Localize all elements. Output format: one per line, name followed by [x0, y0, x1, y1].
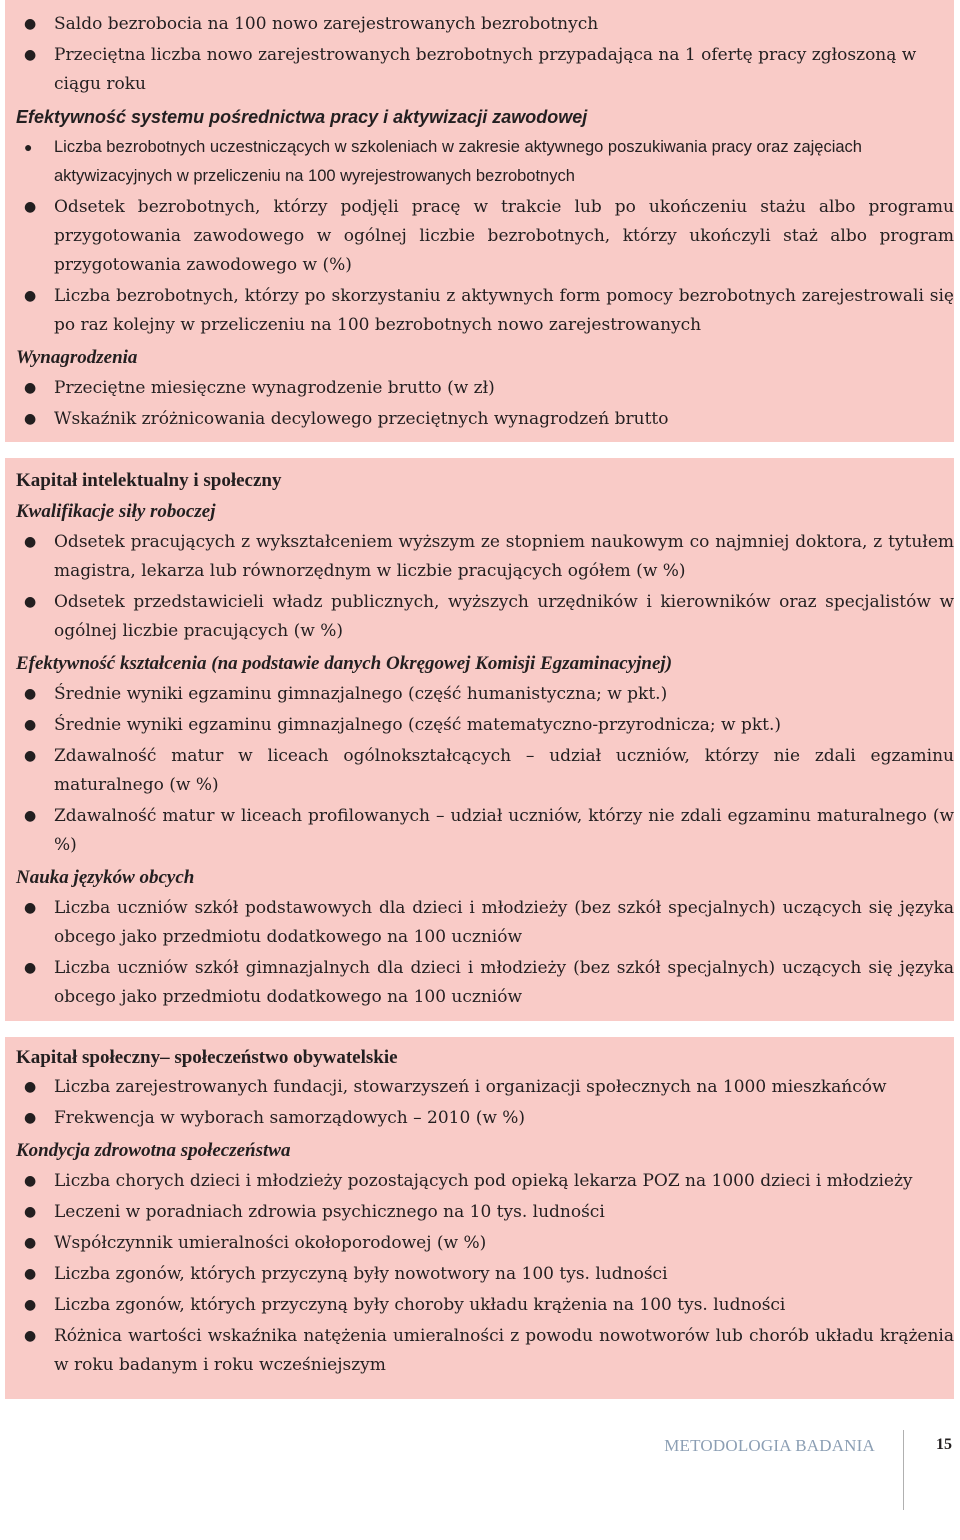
- list-item: ● Odsetek pracujących z wykształceniem wyższym ze stopniem naukowym co najmniej doktora, z tytułem magistra, lekarza lub równorzędnym w liczbie pracujących ogółem (w %): [16, 528, 954, 586]
- bullet-icon: ●: [24, 1297, 37, 1313]
- bullet-icon: ●: [24, 380, 37, 396]
- page-number: 15: [936, 1436, 952, 1453]
- list-item: ● Przeciętne miesięczne wynagrodzenie brutto (w zł): [16, 374, 954, 403]
- list-item: ● Średnie wyniki egzaminu gimnazjalnego (część humanistyczna; w pkt.): [16, 680, 954, 709]
- list-item: ● Odsetek przedstawicieli władz publicznych, wyższych urzędników i kierowników oraz specjalistów w ogólnej liczbie pracujących (w %): [16, 588, 954, 646]
- list-item: ● Liczba zgonów, których przyczyną były nowotwory na 100 tys. ludności: [16, 1260, 954, 1289]
- labor-market-indicators-box: [5, 0, 954, 442]
- bullet-icon: ●: [24, 1328, 37, 1344]
- list-item: ● Zdawalność matur w liceach ogólnokształcących – udział uczniów, którzy nie zdali egzaminu maturalnego (w %): [16, 742, 954, 800]
- bullet-icon: ●: [24, 16, 37, 32]
- bullet-icon: ●: [24, 199, 37, 215]
- list-item: ● Przeciętna liczba nowo zarejestrowanych bezrobotnych przypadająca na 1 ofertę pracy zgłoszoną w ciągu roku: [16, 41, 954, 99]
- footer-divider: [903, 1430, 904, 1510]
- bullet-icon: ●: [24, 139, 33, 155]
- list-item: ● Różnica wartości wskaźnika natężenia umieralności z powodu nowotworów lub chorób układu krążenia w roku badanym i roku wcześniejszym: [16, 1322, 954, 1380]
- subsection-title: Nauka języków obcych: [16, 867, 195, 888]
- bullet-icon: ●: [24, 808, 37, 824]
- bullet-icon: ●: [24, 686, 37, 702]
- list-item: ● Liczba bezrobotnych, którzy po skorzystaniu z aktywnych form pomocy bezrobotnych zarejestrowali się po raz kolejny w przeliczeniu na 100 bezrobotnych nowo zarejestrowanych: [16, 282, 954, 340]
- list-item: ● Zdawalność matur w liceach profilowanych – udział uczniów, którzy nie zdali egzaminu maturalnego (w %): [16, 802, 954, 860]
- list-item: ● Odsetek bezrobotnych, którzy podjęli pracę w trakcie lub po ukończeniu stażu albo programu przygotowania zawodowego w ogólnej liczbie bezrobotnych, którzy ukończyli staż albo program przygotowania zawodowego w (%): [16, 193, 954, 280]
- list-item: ● Leczeni w poradniach zdrowia psychicznego na 10 tys. ludności: [16, 1198, 954, 1227]
- list-item: ● Liczba zgonów, których przyczyną były choroby układu krążenia na 100 tys. ludności: [16, 1291, 954, 1320]
- subsection-title: Efektywność kształcenia (na podstawie danych Okręgowej Komisji Egzaminacyjnej): [16, 653, 673, 674]
- bullet-icon: ●: [24, 960, 37, 976]
- section-title: Kapitał społeczny– społeczeństwo obywatelskie: [16, 1047, 398, 1068]
- list-item: ● Współczynnik umieralności okołoporodowej (w %): [16, 1229, 954, 1258]
- list-item: ● Saldo bezrobocia na 100 nowo zarejestrowanych bezrobotnych: [16, 10, 954, 39]
- running-footer-label: METODOLOGIA BADANIA: [664, 1436, 875, 1455]
- subsection-title: Kwalifikacje siły roboczej: [16, 501, 216, 522]
- bullet-icon: ●: [24, 1110, 37, 1126]
- bullet-icon: ●: [24, 900, 37, 916]
- intellectual-capital-box: [5, 458, 954, 1021]
- list-item: ● Średnie wyniki egzaminu gimnazjalnego (część matematyczno-przyrodnicza; w pkt.): [16, 711, 954, 740]
- subsection-title: Wynagrodzenia: [16, 347, 138, 368]
- list-item: ● Liczba bezrobotnych uczestniczących w szkoleniach w zakresie aktywnego poszukiwania pracy oraz zajęciach aktywizacyjnych w przeliczeniu na 100 wyrejestrowanych bezrobotnych: [16, 133, 954, 191]
- bullet-icon: ●: [24, 288, 37, 304]
- bullet-icon: ●: [24, 411, 37, 427]
- subsection-title: Efektywność systemu pośrednictwa pracy i aktywizacji zawodowej: [16, 107, 588, 127]
- section-title: Kapitał intelektualny i społeczny: [16, 470, 282, 491]
- bullet-icon: ●: [24, 1173, 37, 1189]
- list-item: ● Liczba uczniów szkół gimnazjalnych dla dzieci i młodzieży (bez szkół specjalnych) uczących się języka obcego jako przedmiotu dodatkowego na 100 uczniów: [16, 954, 954, 1012]
- list-item: ● Liczba chorych dzieci i młodzieży pozostających pod opieką lekarza POZ na 1000 dzieci i młodzieży: [16, 1167, 954, 1196]
- list-item: ● Frekwencja w wyborach samorządowych – 2010 (w %): [16, 1104, 954, 1133]
- bullet-icon: ●: [24, 1266, 37, 1282]
- page-footer: [0, 1430, 960, 1470]
- social-capital-box: [5, 1037, 954, 1399]
- bullet-icon: ●: [24, 47, 37, 63]
- bullet-icon: ●: [24, 717, 37, 733]
- bullet-icon: ●: [24, 1235, 37, 1251]
- list-item: ● Liczba zarejestrowanych fundacji, stowarzyszeń i organizacji społecznych na 1000 mieszkańców: [16, 1073, 954, 1102]
- list-item: ● Liczba uczniów szkół podstawowych dla dzieci i młodzieży (bez szkół specjalnych) uczących się języka obcego jako przedmiotu dodatkowego na 100 uczniów: [16, 894, 954, 952]
- bullet-icon: ●: [24, 534, 37, 550]
- list-item: ● Wskaźnik zróżnicowania decylowego przeciętnych wynagrodzeń brutto: [16, 405, 954, 434]
- bullet-icon: ●: [24, 748, 37, 764]
- bullet-icon: ●: [24, 1079, 37, 1095]
- bullet-icon: ●: [24, 1204, 37, 1220]
- bullet-icon: ●: [24, 594, 37, 610]
- subsection-title: Kondycja zdrowotna społeczeństwa: [16, 1140, 291, 1161]
